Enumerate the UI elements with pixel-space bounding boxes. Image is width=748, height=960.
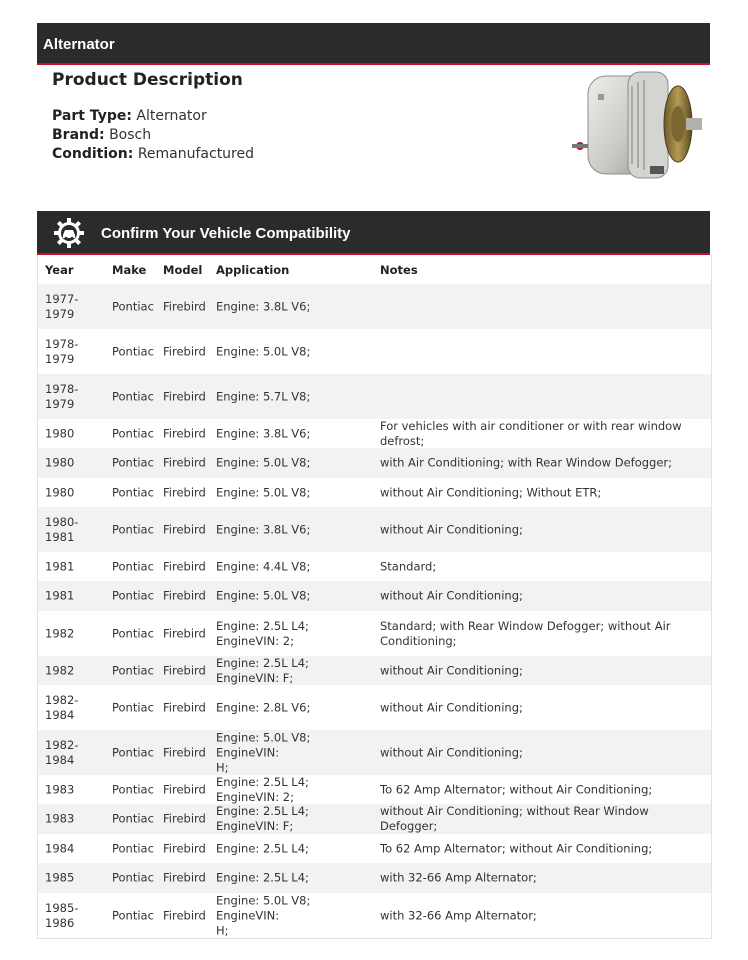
cell-application: Engine: 5.0L V8; (216, 344, 311, 358)
cell-application: Engine: 2.5L L4; EngineVIN: F; (216, 804, 309, 833)
cell-year: 1980 (45, 455, 75, 470)
cell-model: Firebird (163, 626, 206, 640)
column-header-application: Application (216, 263, 290, 277)
cell-application: Engine: 2.5L L4; (216, 870, 309, 885)
cell-application: Engine: 3.8L V6; (216, 299, 311, 313)
cell-year: 1982 (45, 626, 75, 640)
cell-model: Firebird (163, 588, 206, 603)
cell-year: 1981 (45, 588, 75, 603)
product-description (52, 70, 572, 164)
table-row (38, 893, 711, 938)
cell-year: 1982 (45, 663, 75, 677)
cell-year: 1981 (45, 559, 75, 573)
cell-notes: For vehicles with air conditioner or with rear window defrost; (380, 418, 682, 448)
cell-notes: without Air Conditioning; (380, 700, 523, 714)
cell-model: Firebird (163, 700, 206, 714)
page-title: Alternator (43, 36, 115, 53)
cell-model: Firebird (163, 811, 206, 826)
cell-make: Pontiac (112, 626, 154, 640)
part-type-label: Part Type: (52, 108, 132, 124)
table-row (38, 284, 711, 329)
part-type-value: Alternator (136, 108, 207, 124)
alternator-image (568, 66, 710, 184)
cell-application: Engine: 3.8L V6; (216, 522, 311, 536)
cell-make: Pontiac (112, 426, 154, 440)
cell-notes: Standard; with Rear Window Defogger; without Air Conditioning; (380, 618, 671, 648)
cell-year: 1984 (45, 841, 75, 855)
cell-model: Firebird (163, 841, 206, 855)
condition-label: Condition: (52, 146, 134, 162)
cell-application: Engine: 5.0L V8; (216, 588, 311, 603)
table-row (38, 611, 711, 656)
cell-notes: without Air Conditioning; (380, 522, 523, 536)
cell-model: Firebird (163, 559, 206, 573)
compatibility-header-bar (37, 211, 710, 255)
cell-make: Pontiac (112, 344, 154, 358)
cell-model: Firebird (163, 522, 206, 536)
cell-notes: without Air Conditioning; (380, 663, 523, 677)
brand-label: Brand: (52, 127, 105, 143)
table-row (38, 329, 711, 374)
table-row (38, 730, 711, 775)
cell-notes: without Air Conditioning; Without ETR; (380, 485, 602, 499)
gear-car-icon (53, 217, 85, 249)
cell-application: Engine: 2.5L L4; (216, 841, 309, 855)
brand-row (52, 126, 572, 145)
cell-make: Pontiac (112, 559, 154, 573)
table-row (38, 834, 711, 863)
cell-notes: without Air Conditioning; (380, 588, 523, 603)
cell-model: Firebird (163, 299, 206, 313)
column-header-year: Year (45, 263, 74, 277)
cell-year: 1985- 1986 (45, 900, 79, 930)
cell-model: Firebird (163, 663, 206, 677)
cell-application: Engine: 2.8L V6; (216, 700, 311, 714)
column-header-make: Make (112, 263, 147, 277)
condition-row (52, 145, 572, 164)
cell-year: 1980 (45, 426, 75, 440)
description-heading: Product Description (52, 70, 243, 90)
table-row (38, 656, 711, 685)
cell-notes: without Air Conditioning; (380, 745, 523, 759)
cell-make: Pontiac (112, 485, 154, 499)
table-header-row (38, 255, 711, 284)
table-row (38, 863, 711, 893)
table-body (38, 284, 711, 938)
cell-notes: with 32-66 Amp Alternator; (380, 870, 537, 885)
cell-year: 1983 (45, 811, 75, 826)
cell-year: 1980- 1981 (45, 514, 79, 544)
table-row (38, 804, 711, 834)
cell-make: Pontiac (112, 811, 154, 826)
cell-make: Pontiac (112, 745, 154, 759)
cell-model: Firebird (163, 485, 206, 499)
part-type-row (52, 107, 572, 126)
table-row (38, 775, 711, 804)
cell-make: Pontiac (112, 455, 154, 470)
cell-year: 1982- 1984 (45, 692, 79, 722)
cell-notes: To 62 Amp Alternator; without Air Conditioning; (380, 841, 653, 855)
cell-make: Pontiac (112, 389, 154, 403)
cell-application: Engine: 2.5L L4; EngineVIN: 2; (216, 774, 309, 804)
cell-notes: without Air Conditioning; without Rear Window Defogger; (380, 804, 649, 833)
cell-year: 1985 (45, 870, 75, 885)
cell-make: Pontiac (112, 782, 154, 796)
cell-make: Pontiac (112, 522, 154, 536)
table-row (38, 374, 711, 419)
cell-year: 1983 (45, 782, 75, 796)
table-row (38, 448, 711, 478)
table-row (38, 552, 711, 581)
compatibility-table (37, 255, 712, 939)
table-row (38, 685, 711, 730)
cell-application: Engine: 5.0L V8; EngineVIN: H; (216, 730, 311, 774)
compatibility-title: Confirm Your Vehicle Compatibility (101, 225, 351, 242)
cell-notes: with Air Conditioning; with Rear Window Defogger; (380, 455, 673, 470)
cell-year: 1978- 1979 (45, 381, 79, 411)
cell-application: Engine: 2.5L L4; EngineVIN: 2; (216, 618, 309, 648)
page-header-bar (37, 23, 710, 65)
cell-application: Engine: 4.4L V8; (216, 559, 311, 573)
table-row (38, 507, 711, 552)
cell-notes: To 62 Amp Alternator; without Air Conditioning; (380, 782, 653, 796)
cell-application: Engine: 3.8L V6; (216, 426, 311, 440)
cell-make: Pontiac (112, 700, 154, 714)
cell-year: 1978- 1979 (45, 336, 79, 366)
table-row (38, 419, 711, 448)
brand-value: Bosch (109, 127, 152, 143)
cell-year: 1977- 1979 (45, 291, 79, 321)
column-header-model: Model (163, 263, 203, 277)
cell-make: Pontiac (112, 870, 154, 885)
cell-application: Engine: 2.5L L4; EngineVIN: F; (216, 655, 309, 685)
table-row (38, 478, 711, 507)
cell-make: Pontiac (112, 299, 154, 313)
cell-application: Engine: 5.0L V8; (216, 485, 311, 499)
cell-notes: with 32-66 Amp Alternator; (380, 908, 537, 922)
cell-model: Firebird (163, 426, 206, 440)
cell-model: Firebird (163, 389, 206, 403)
cell-make: Pontiac (112, 908, 154, 922)
cell-make: Pontiac (112, 588, 154, 603)
cell-make: Pontiac (112, 841, 154, 855)
cell-application: Engine: 5.7L V8; (216, 389, 311, 403)
cell-application: Engine: 5.0L V8; EngineVIN: H; (216, 893, 311, 937)
cell-year: 1980 (45, 485, 75, 499)
cell-model: Firebird (163, 455, 206, 470)
cell-make: Pontiac (112, 663, 154, 677)
cell-model: Firebird (163, 870, 206, 885)
cell-year: 1982- 1984 (45, 737, 79, 767)
table-row (38, 581, 711, 611)
cell-model: Firebird (163, 745, 206, 759)
cell-notes: Standard; (380, 559, 437, 573)
column-header-notes: Notes (380, 263, 418, 277)
cell-model: Firebird (163, 344, 206, 358)
condition-value: Remanufactured (137, 146, 255, 162)
cell-model: Firebird (163, 908, 206, 922)
cell-application: Engine: 5.0L V8; (216, 455, 311, 470)
cell-model: Firebird (163, 782, 206, 796)
